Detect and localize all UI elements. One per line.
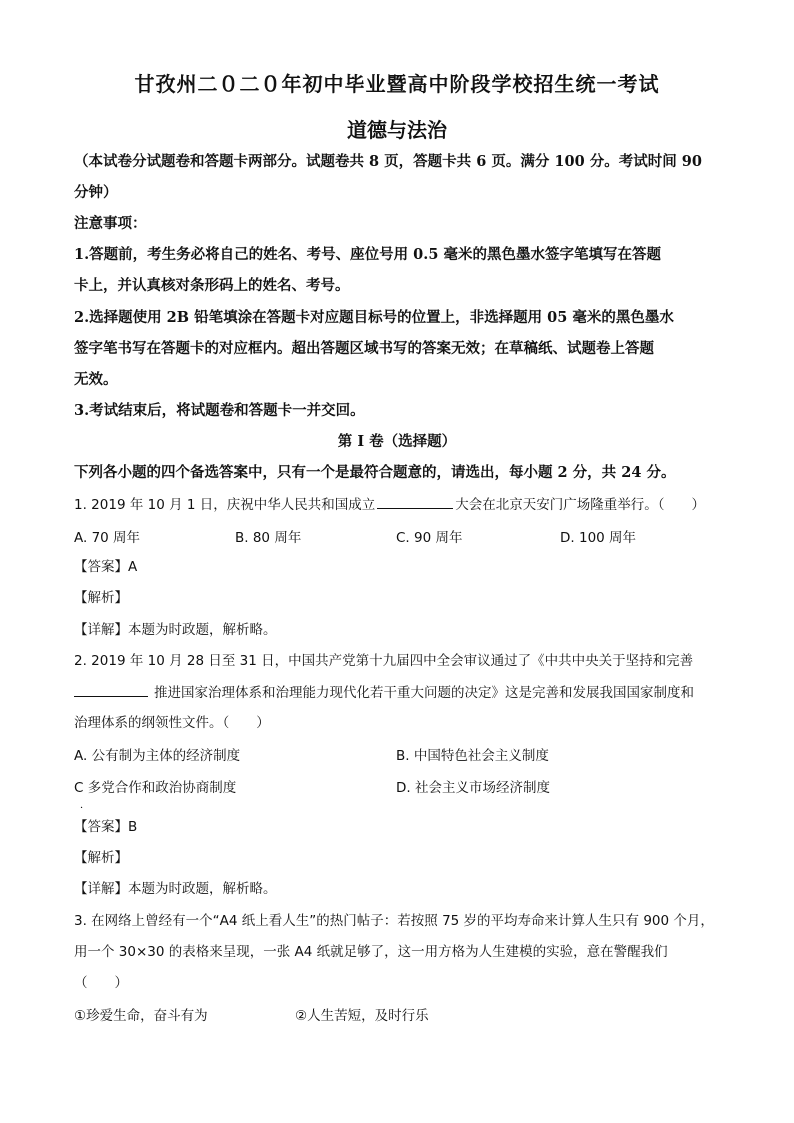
question-2-stem-line-2-text: 推进国家治理体系和治理能力现代化若干重大问题的决定》这是完善和发展我国国家制度和 [154,685,694,701]
section-title: 第 I 卷（选择题） [337,433,457,450]
question-2-option-b: B. 中国特色社会主义制度 [396,748,549,764]
answer-blank [377,494,453,509]
question-1-stem [74,494,705,515]
question-3-stem-line-2: 用一个 30×30 的表格来呈现，一张 A4 纸就足够了，这一用方格为人生建模的实验，意在警醒我们 [74,944,668,960]
question-2-option-d: D. 社会主义市场经济制度 [396,780,550,796]
question-2-detail: 【详解】本题为时政题，解析略。 [74,881,277,897]
question-1-stem-a: 1. 2019 年 10 月 1 日，庆祝中华人民共和国成立 [74,497,376,513]
answer-blank [74,682,148,697]
question-2-option-a: A. 公有制为主体的经济制度 [74,748,241,764]
question-1-option-c: C. 90 周年 [396,530,463,546]
intro-line-2: 分钟） [74,184,118,201]
question-2-stem-line-3: 治理体系的纲领性文件。（ ） [74,715,270,731]
question-1-analysis: 【解析】 [74,590,128,606]
question-3-stem-line-1: 3. 在网络上曾经有一个“A4 纸上看人生”的热门帖子：若按照 75 岁的平均寿命来计算人生只有 900 个月， [74,913,714,929]
question-2-stem-line-2 [74,682,694,703]
note-2-line-3: 无效。 [74,371,118,388]
question-3-statement-2: ②人生苦短，及时行乐 [295,1008,429,1024]
question-1-answer: 【答案】A [74,559,138,575]
note-1-line-2: 卡上，并认真核对条形码上的姓名、考号。 [74,277,350,294]
note-1-line-1: 1.答题前，考生务必将自己的姓名、考号、座位号用 0.5 毫米的黑色墨水签字笔填写在答题 [74,246,661,263]
question-3-stem-line-3: （ ） [74,975,128,991]
question-2-option-c: C 多党合作和政治协商制度 [74,780,237,796]
question-1-option-d: D. 100 周年 [560,530,637,546]
question-3-statement-1: ①珍爱生命，奋斗有为 [74,1008,208,1024]
note-2-line-2: 签字笔书写在答题卡的对应框内。超出答题区域书写的答案无效；在草稿纸、试题卷上答题 [74,340,654,357]
question-2-answer: 【答案】B [74,819,138,835]
question-1-detail: 【详解】本题为时政题，解析略。 [74,622,277,638]
section-instruction: 下列各小题的四个备选答案中，只有一个是最符合题意的，请选出，每小题 2 分，共 24 分。 [74,464,676,481]
notes-heading: 注意事项： [74,215,147,232]
question-1-stem-b: 大会在北京天安门广场隆重举行。（ ） [455,497,706,513]
question-1-option-a: A. 70 周年 [74,530,141,546]
question-1-option-b: B. 80 周年 [235,530,302,546]
stray-dot: ． [80,800,90,811]
exam-title: 甘孜州二０二０年初中毕业暨高中阶段学校招生统一考试 [134,72,660,96]
subject-title: 道德与法治 [347,118,447,142]
intro-line-1: （本试卷分试题卷和答题卡两部分。试题卷共 8 页，答题卡共 6 页。满分 100 分。考试时间 90 [74,153,702,170]
question-2-stem-line-1: 2. 2019 年 10 月 28 日至 31 日，中国共产党第十九届四中全会审议通过了《中共中央关于坚持和完善 [74,653,694,669]
question-2-analysis: 【解析】 [74,850,128,866]
note-3: 3.考试结束后，将试题卷和答题卡一并交回。 [74,402,365,419]
note-2-line-1: 2.选择题使用 2B 铅笔填涂在答题卡对应题目标号的位置上，非选择题用 05 毫米的黑色墨水 [74,309,674,326]
